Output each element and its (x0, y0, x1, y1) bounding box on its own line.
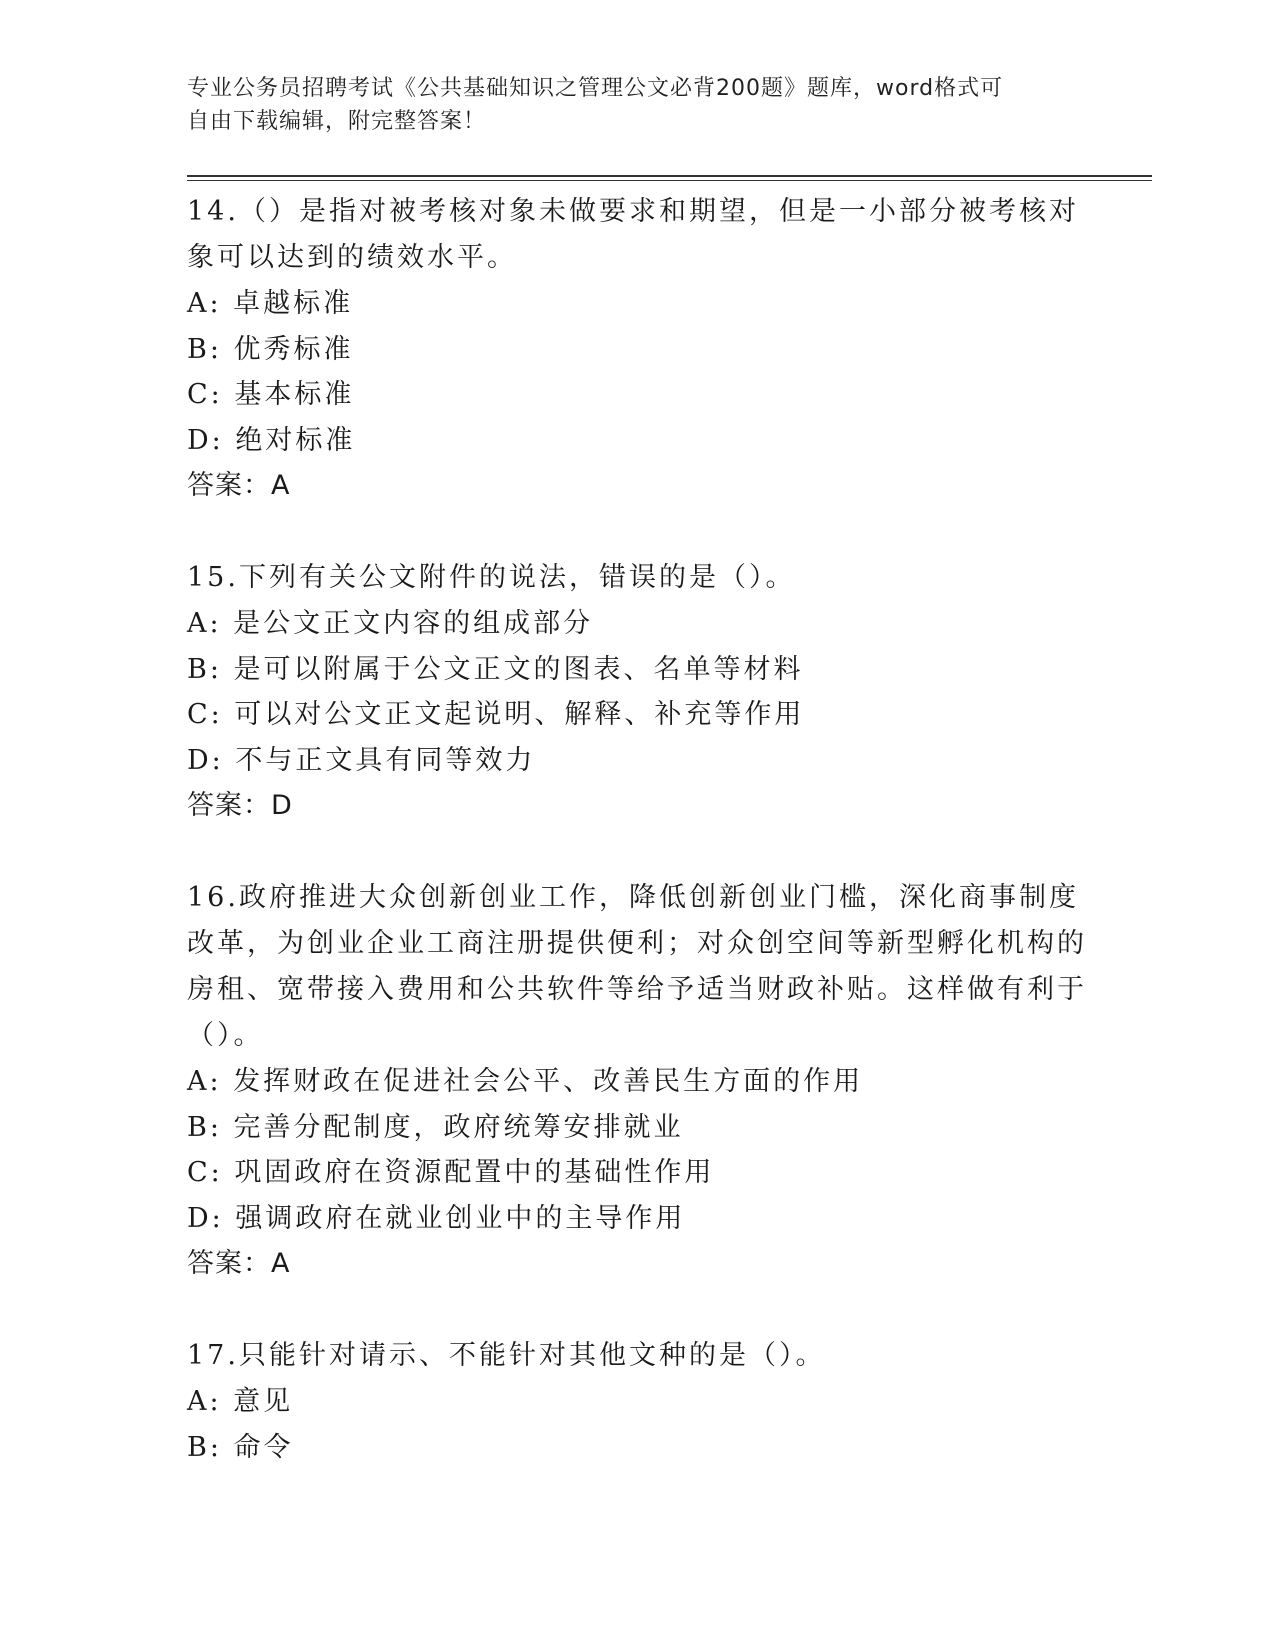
answer: 答案：D (187, 790, 293, 821)
question-16 (187, 875, 1087, 1287)
header-line-1: 专业公务员招聘考试《公共基础知识之管理公文必背200题》题库，word格式可 (187, 76, 1004, 101)
option-b: B: 优秀标准 (187, 333, 354, 365)
option-b: B: 完善分配制度，政府统筹安排就业 (187, 1111, 684, 1143)
answer: 答案：A (187, 1248, 291, 1279)
header-divider-thin (187, 180, 1152, 181)
option-c: C: 巩固政府在资源配置中的基础性作用 (187, 1157, 715, 1188)
answer: 答案：A (187, 470, 291, 501)
spacer (187, 829, 1087, 875)
question-text: 16.政府推进大众创新创业工作，降低创新创业门槛，深化商事制度改革，为创业企业工商注册提供便利；对众创空间等新型孵化机构的房租、宽带接入费用和公共软件等给予适当财政补贴。这样做有利于（）。 (187, 882, 1087, 1051)
header-line-2: 自由下载编辑，附完整答案！ (187, 109, 487, 134)
option-b: B: 命令 (187, 1431, 294, 1463)
question-text: 17.只能针对请示、不能针对其他文种的是（）。 (187, 1340, 826, 1371)
option-d: D: 绝对标准 (187, 424, 356, 456)
option-a: A: 意见 (187, 1386, 294, 1417)
option-a: A: 是公文正文内容的组成部分 (187, 608, 594, 639)
question-15 (187, 555, 1087, 829)
option-b: B: 是可以附属于公文正文的图表、名单等材料 (187, 653, 804, 685)
question-text: 14.（）是指对被考核对象未做要求和期望，但是一小部分被考核对象可以达到的绩效水平。 (187, 196, 1079, 273)
spacer (187, 1287, 1087, 1333)
option-d: D: 强调政府在就业创业中的主导作用 (187, 1202, 686, 1234)
question-14 (187, 189, 1087, 509)
option-c: C: 基本标准 (187, 379, 355, 410)
document-header (187, 72, 1067, 138)
header-divider (187, 175, 1152, 177)
question-text: 15.下列有关公文附件的说法，错误的是（）。 (187, 562, 796, 593)
question-list (187, 189, 1087, 1470)
option-a: A: 发挥财政在促进社会公平、改善民生方面的作用 (187, 1066, 864, 1097)
option-d: D: 不与正文具有同等效力 (187, 744, 536, 776)
question-17 (187, 1333, 1087, 1470)
spacer (187, 509, 1087, 555)
option-a: A: 卓越标准 (187, 288, 354, 319)
option-c: C: 可以对公文正文起说明、解释、补充等作用 (187, 699, 805, 730)
